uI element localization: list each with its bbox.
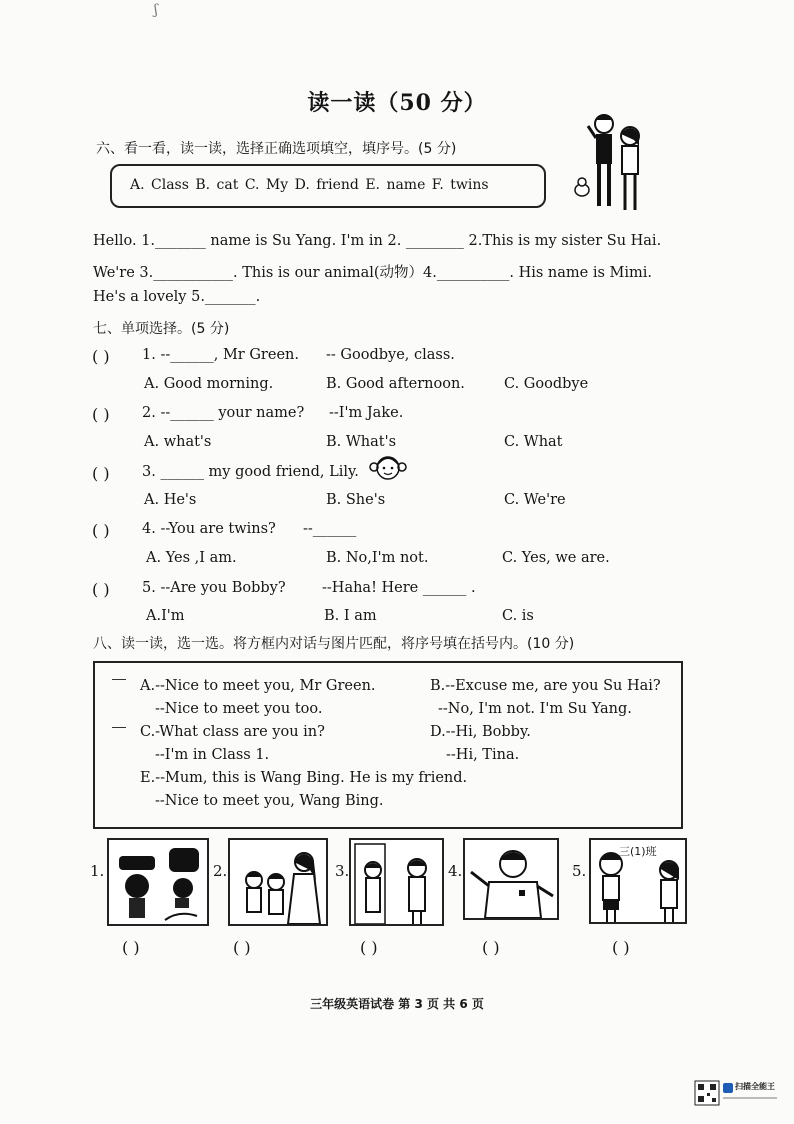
dialog-b-line2: --No, I'm not. I'm Su Yang.	[438, 701, 632, 717]
logo-text: 扫描全能王	[735, 1082, 775, 1091]
dialog-b-line1: B.--Excuse me, are you Su Hai?	[430, 678, 661, 694]
option-c: C. We're	[504, 492, 566, 508]
answer-paren[interactable]: ( )	[92, 405, 110, 424]
option-a: A. what's	[144, 434, 212, 450]
picture-answer-paren[interactable]: ( )	[122, 938, 140, 957]
options-line: A. Class B. cat C. My D. friend E. name F. twins	[130, 177, 489, 193]
dialog-d-line2: --Hi, Tina.	[446, 747, 520, 763]
question-5: 5. --Are you Bobby?	[142, 580, 286, 596]
option-b: B. What's	[326, 434, 397, 450]
section6-heading: 六、看一看，读一读，选择正确选项填空，填序号。(5 分)	[96, 141, 457, 157]
page-title: 读一读（50 分）	[307, 90, 487, 116]
question-1-reply: -- Goodbye, class.	[326, 347, 455, 363]
question-4: 4. --You are twins?	[142, 521, 276, 537]
picture-number: 3.	[335, 862, 350, 880]
question-1: 1. --______, Mr Green.	[142, 347, 299, 363]
picture-answer-paren[interactable]: ( )	[233, 938, 251, 957]
picture-1-mr-green	[107, 838, 209, 926]
fill-line-1: Hello. 1._______ name is Su Yang. I'm in 2. ________ 2.This is my sister Su Hai.	[93, 233, 662, 249]
picture-number: 4.	[448, 862, 463, 880]
dialog-a-line1: A.--Nice to meet you, Mr Green.	[140, 678, 376, 694]
picture-answer-paren[interactable]: ( )	[482, 938, 500, 957]
answer-paren[interactable]: ( )	[92, 347, 110, 366]
question-2-reply: --I'm Jake.	[329, 405, 404, 421]
stray-dash	[112, 679, 126, 680]
section8-heading: 八、读一读，选一选。将方框内对话与图片匹配，将序号填在括号内。(10 分)	[93, 636, 575, 652]
option-a: A. Good morning.	[144, 376, 274, 392]
answer-paren[interactable]: ( )	[92, 521, 110, 540]
question-3: 3. ______ my good friend, Lily.	[142, 464, 359, 480]
dialog-e-line2: --Nice to meet you, Wang Bing.	[155, 793, 384, 809]
picture-number: 5.	[572, 862, 587, 880]
picture-answer-paren[interactable]: ( )	[612, 938, 630, 957]
girl-face-icon	[368, 449, 408, 485]
option-c: C. Goodbye	[504, 376, 589, 392]
stray-dash	[112, 727, 126, 728]
option-a: A. He's	[144, 492, 197, 508]
picture-answer-paren[interactable]: ( )	[360, 938, 378, 957]
option-b: B. No,I'm not.	[326, 550, 429, 566]
option-b: B. Good afternoon.	[326, 376, 465, 392]
class-sign: 三(1)班	[619, 845, 657, 858]
fill-line-3: He's a lovely 5._______.	[93, 289, 261, 305]
option-c: C. is	[502, 608, 534, 624]
option-a: A.I'm	[146, 608, 185, 624]
option-b: B. She's	[326, 492, 386, 508]
dialog-e-line1: E.--Mum, this is Wang Bing. He is my friend.	[140, 770, 468, 786]
question-2: 2. --______ your name?	[142, 405, 305, 421]
dialog-c-line1: C.-What class are you in?	[140, 724, 325, 740]
dialog-a-line2: --Nice to meet you too.	[155, 701, 323, 717]
option-a: A. Yes ,I am.	[146, 550, 237, 566]
scanner-watermark	[694, 1080, 780, 1108]
question-5-reply: --Haha! Here ______ .	[322, 580, 476, 596]
dialog-c-line2: --I'm in Class 1.	[155, 747, 270, 763]
picture-number: 1.	[90, 862, 105, 880]
question-4-reply: --______	[303, 521, 357, 537]
answer-paren[interactable]: ( )	[92, 464, 110, 483]
section7-heading: 七、单项选择。(5 分)	[93, 321, 230, 337]
option-b: B. I am	[324, 608, 377, 624]
fill-line-2: We're 3.___________. This is our animal(动物）4.__________. His name is Mimi.	[93, 265, 652, 281]
picture-2-mum-and-boys	[228, 838, 328, 926]
dialog-d-line1: D.--Hi, Bobby.	[430, 724, 531, 740]
answer-paren[interactable]: ( )	[92, 580, 110, 599]
twins-illustration	[570, 106, 660, 218]
option-c: C. What	[504, 434, 563, 450]
stray-mark: ʃ	[154, 2, 158, 18]
page-footer: 三年级英语试卷 第 3 页 共 6 页	[310, 997, 484, 1011]
picture-4-mr-green-waving	[463, 838, 559, 920]
option-c: C. Yes, we are.	[502, 550, 610, 566]
picture-number: 2.	[213, 862, 228, 880]
picture-3-excuse-me	[349, 838, 444, 926]
